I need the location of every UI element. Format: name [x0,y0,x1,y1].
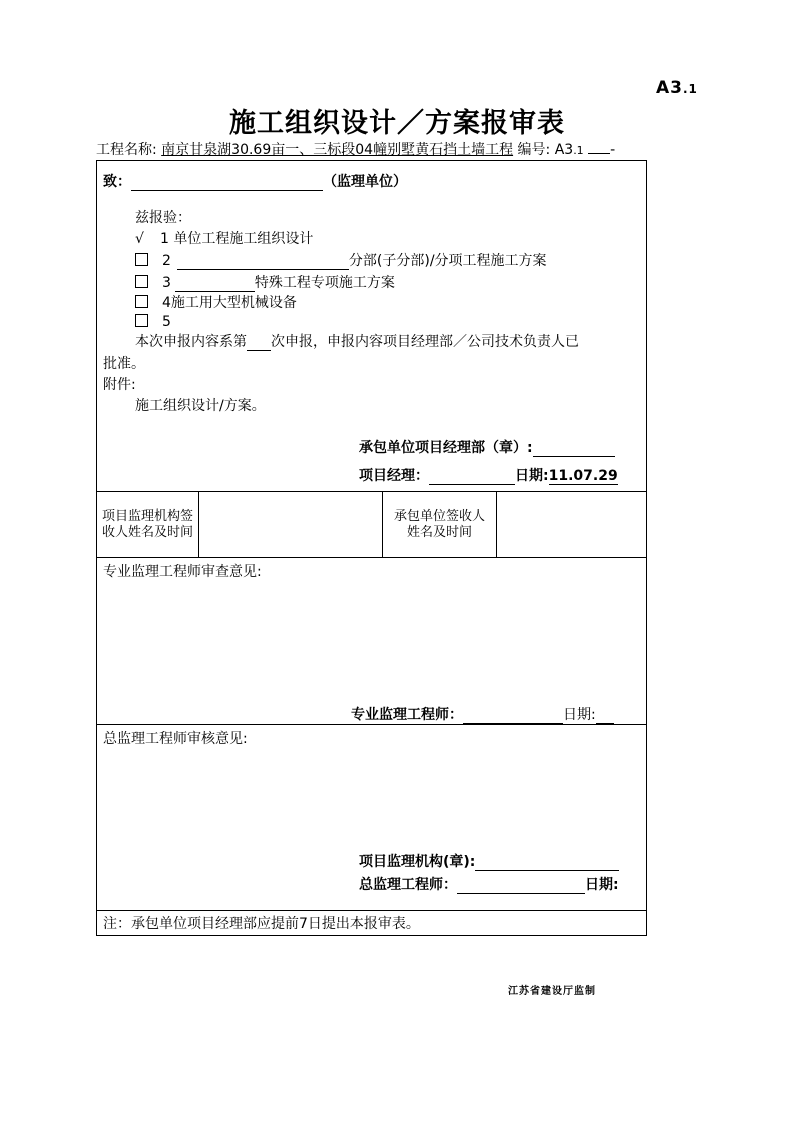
pm-field[interactable] [429,470,515,485]
attachment-text: 施工组织设计/方案。 [135,398,266,414]
supervisor-unit-label: （监理单位） [323,174,407,190]
supervision-signer-field[interactable] [199,492,383,558]
contractor-dept-line: 承包单位项目经理部（章）: [359,437,615,457]
statement-line-1: 本次申报内容系第 次申报，申报内容项目经理部／公司技术负责人已 [135,334,579,350]
engineer-sign-line: 专业监理工程师： 日期: [351,704,614,724]
submission-count-field[interactable] [247,336,271,351]
item-4[interactable]: 4施工用大型机械设备 [135,292,297,312]
item-3-field[interactable] [175,277,255,292]
note-row [97,911,646,935]
contractor-seal-field[interactable] [533,442,615,457]
to-label: 致： [103,174,131,190]
item-3[interactable]: 3 特殊工程专项施工方案 [135,272,395,292]
engineer-date-field[interactable] [596,709,614,724]
engineer-review-opinion[interactable] [103,563,639,683]
item-5[interactable]: 5 [135,314,171,330]
issuing-agency: 江苏省建设厅监制 [508,986,596,997]
form-title: 施工组织设计／方案报审表 [229,108,565,139]
engineer-review-label: 专业监理工程师审查意见: [103,564,262,580]
supervision-agency-line: 项目监理机构(章): [359,851,619,871]
supervision-signer-label: 项目监理机构签收人姓名及时间 [97,492,199,558]
chief-sign-field[interactable] [457,879,585,894]
contractor-signer-label: 承包单位签收人姓名及时间 [383,492,497,558]
item-2[interactable]: 2 分部(子分部)/分项工程施工方案 [135,250,547,270]
number-value[interactable]: A3.1 [554,142,584,158]
project-label: 工程名称: [96,142,157,158]
chief-review-section [97,725,646,911]
agency-seal-field[interactable] [475,856,619,871]
engineer-review-section [97,558,646,725]
chief-review-label: 总监理工程师审核意见: [103,731,248,747]
intro-text: 兹报验： [135,210,191,226]
checkmark-icon[interactable]: √ [135,231,144,247]
supervisor-unit-field[interactable] [131,176,323,191]
chief-review-opinion[interactable] [103,730,639,845]
attachment-label: 附件: [103,377,136,393]
form-code: A3.1 [656,78,698,98]
to-line [103,171,407,191]
contractor-signer-field[interactable] [497,492,646,558]
number-label: 编号: [517,142,551,158]
receipt-row [97,492,646,558]
approval-form [96,160,647,936]
engineer-sign-field[interactable] [463,709,563,724]
pm-date-line: 项目经理： 日期:11.07.29 [359,468,618,484]
note-text: 注：承包单位项目经理部应提前7日提出本报审表。 [103,916,420,932]
checkbox[interactable] [135,295,148,308]
checkbox[interactable] [135,253,148,266]
item-1[interactable]: √ 1 单位工程施工组织设计 [135,231,314,247]
statement-line-2: 批准。 [103,356,145,372]
submission-section [97,161,646,492]
checkbox[interactable] [135,275,148,288]
item-2-field[interactable] [177,255,349,270]
date-value[interactable]: 11.07.29 [548,468,618,484]
number-blank[interactable] [588,141,610,154]
project-line [96,139,615,159]
number-suffix: - [610,142,616,158]
checkbox[interactable] [135,314,148,327]
chief-sign-line: 总监理工程师： 日期: [359,877,619,893]
project-name[interactable]: 南京甘泉湖30.69亩一、三标段04幢别墅黄石挡土墙工程 [161,142,514,158]
